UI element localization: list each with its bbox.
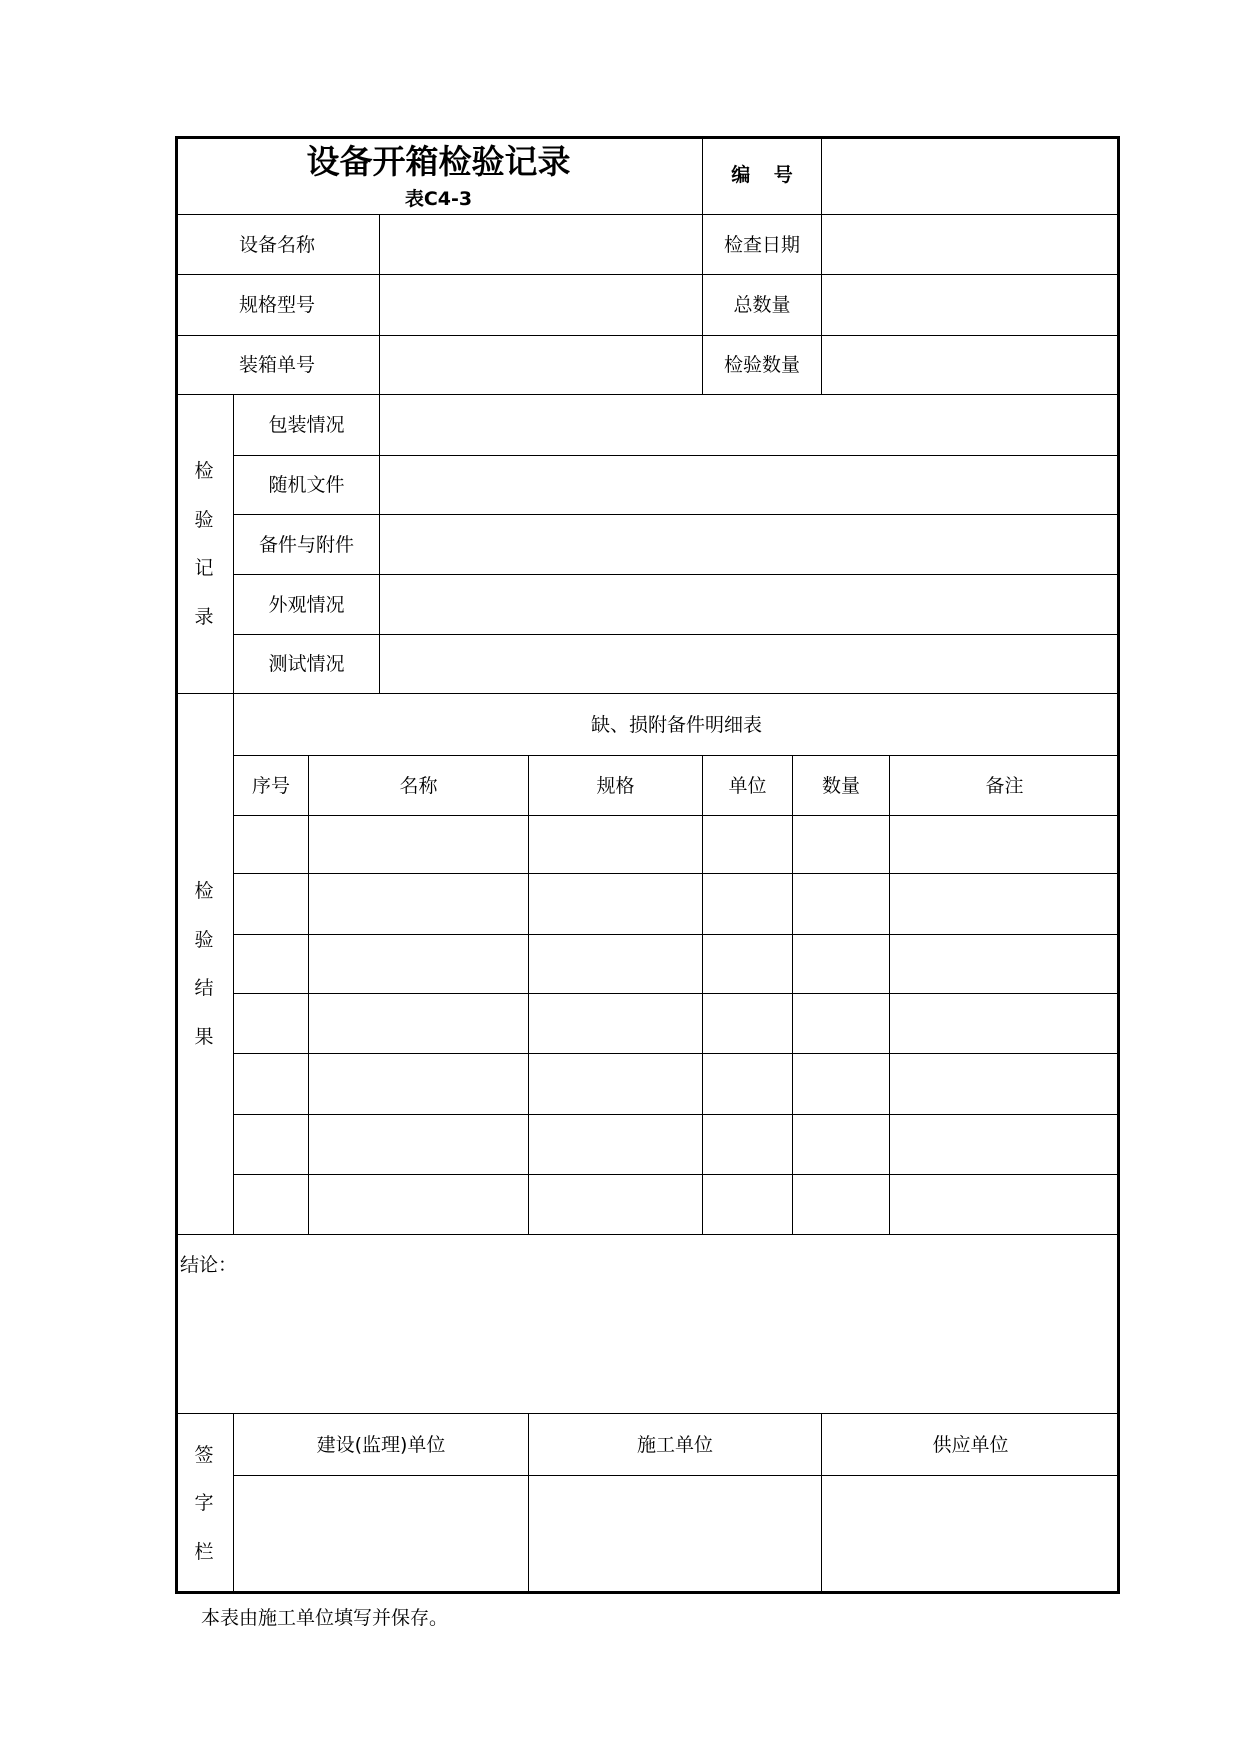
table-cell-unit (703, 935, 793, 994)
form-title-cell (175, 136, 703, 215)
table-cell-remark (890, 1054, 1120, 1115)
inspection-date-label: 检查日期 (703, 215, 822, 275)
packaging-condition-label: 包装情况 (234, 395, 380, 456)
spare-parts-accessories-label: 备件与附件 (234, 515, 380, 575)
table-cell-unit (703, 1054, 793, 1115)
spec-model-label: 规格型号 (175, 275, 380, 336)
inspection-result-section-label: 检验结果 (194, 880, 214, 1048)
table-cell-remark (890, 874, 1120, 935)
table-cell-seq (234, 994, 309, 1054)
table-cell-unit (703, 994, 793, 1054)
signature-section-label: 签字栏 (194, 1443, 214, 1563)
inspection-quantity-value (822, 336, 1120, 395)
table-cell-quantity (793, 874, 890, 935)
total-quantity-label: 总数量 (703, 275, 822, 336)
col-header-spec: 规格 (529, 756, 703, 816)
inspection-quantity-label: 检验数量 (703, 336, 822, 395)
packing-list-number-label: 装箱单号 (175, 336, 380, 395)
signature-header-supplier-unit: 供应单位 (822, 1414, 1120, 1476)
col-header-name: 名称 (309, 756, 529, 816)
table-cell-quantity (793, 1054, 890, 1115)
table-cell-unit (703, 816, 793, 874)
table-cell-spec (529, 1054, 703, 1115)
table-cell-spec (529, 874, 703, 935)
table-cell-spec (529, 1175, 703, 1235)
signature-box-supplier-unit (822, 1476, 1120, 1594)
packing-list-number-value (380, 336, 703, 395)
col-header-unit: 单位 (703, 756, 793, 816)
form-title: 设备开箱检验记录 (306, 142, 571, 181)
table-cell-name (309, 816, 529, 874)
accompanying-documents-label: 随机文件 (234, 456, 380, 515)
table-cell-spec (529, 1115, 703, 1175)
signature-header-construction-contractor: 施工单位 (529, 1414, 822, 1476)
table-cell-name (309, 874, 529, 935)
signature-header-construction-supervision-unit: 建设(监理)单位 (234, 1414, 529, 1476)
table-cell-quantity (793, 994, 890, 1054)
col-header-seq: 序号 (234, 756, 309, 816)
equipment-name-value (380, 215, 703, 275)
spec-model-value (380, 275, 703, 336)
table-cell-spec (529, 935, 703, 994)
table-cell-seq (234, 1054, 309, 1115)
table-cell-unit (703, 1115, 793, 1175)
table-cell-name (309, 935, 529, 994)
accompanying-documents-value (380, 456, 1120, 515)
signature-box-construction-contractor (529, 1476, 822, 1594)
table-cell-seq (234, 935, 309, 994)
form-code: 表C4-3 (404, 188, 473, 210)
test-condition-value (380, 635, 1120, 694)
signature-box-construction-supervision-unit (234, 1476, 529, 1594)
table-cell-quantity (793, 1115, 890, 1175)
conclusion-label: 结论： (180, 1254, 238, 1276)
table-cell-name (309, 1115, 529, 1175)
table-cell-name (309, 994, 529, 1054)
table-cell-seq (234, 816, 309, 874)
table-cell-quantity (793, 1175, 890, 1235)
signature-section-cell (175, 1414, 234, 1594)
table-cell-remark (890, 816, 1120, 874)
missing-parts-table-title: 缺、损附备件明细表 (234, 694, 1120, 756)
serial-number-label: 编 号 (703, 136, 822, 215)
inspection-result-section-cell (175, 694, 234, 1235)
table-cell-spec (529, 994, 703, 1054)
table-cell-unit (703, 874, 793, 935)
serial-number-value (822, 136, 1120, 215)
conclusion-cell (175, 1235, 1120, 1414)
table-cell-unit (703, 1175, 793, 1235)
equipment-name-label: 设备名称 (175, 215, 380, 275)
table-cell-remark (890, 994, 1120, 1054)
table-cell-name (309, 1175, 529, 1235)
table-cell-seq (234, 1175, 309, 1235)
table-cell-name (309, 1054, 529, 1115)
table-cell-remark (890, 935, 1120, 994)
table-cell-quantity (793, 816, 890, 874)
total-quantity-value (822, 275, 1120, 336)
packaging-condition-value (380, 395, 1120, 456)
appearance-condition-label: 外观情况 (234, 575, 380, 635)
footer-note: 本表由施工单位填写并保存。 (201, 1607, 449, 1629)
table-cell-remark (890, 1175, 1120, 1235)
inspection-record-section-cell (175, 395, 234, 694)
test-condition-label: 测试情况 (234, 635, 380, 694)
col-header-quantity: 数量 (793, 756, 890, 816)
table-cell-remark (890, 1115, 1120, 1175)
inspection-date-value (822, 215, 1120, 275)
table-cell-seq (234, 1115, 309, 1175)
col-header-remark: 备注 (890, 756, 1120, 816)
appearance-condition-value (380, 575, 1120, 635)
inspection-record-section-label: 检验记录 (194, 460, 214, 628)
table-cell-quantity (793, 935, 890, 994)
spare-parts-accessories-value (380, 515, 1120, 575)
table-cell-spec (529, 816, 703, 874)
table-cell-seq (234, 874, 309, 935)
